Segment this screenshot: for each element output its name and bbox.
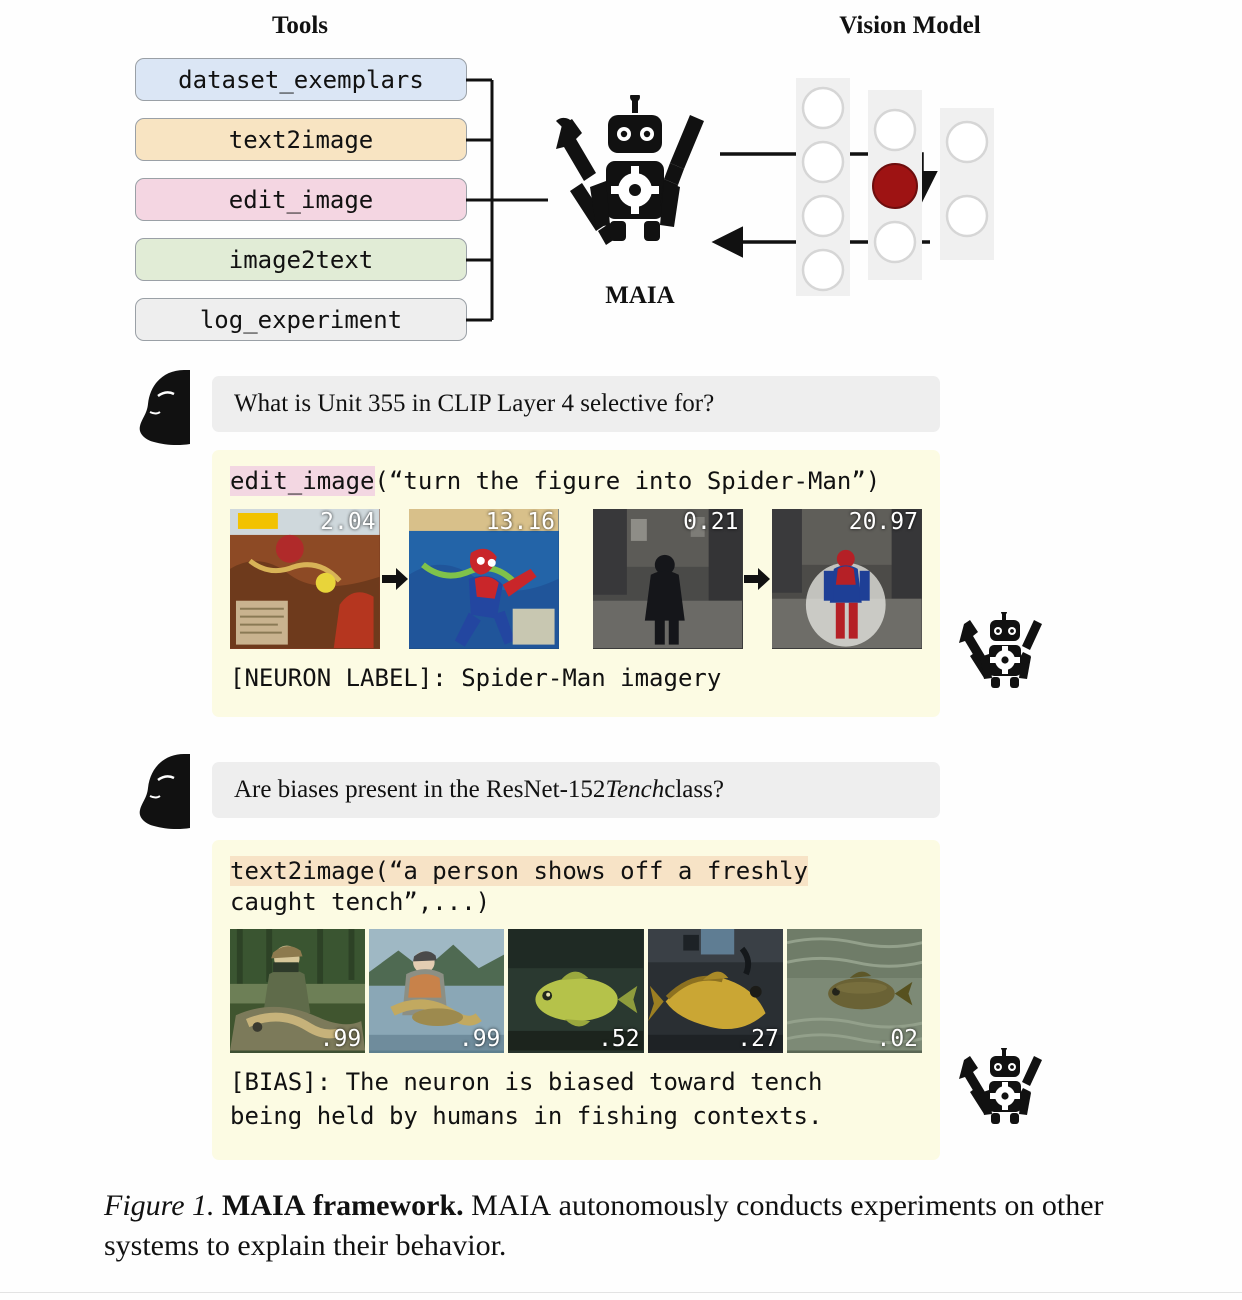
- tool-call-args-line1: (“a person shows off a freshly: [374, 857, 808, 885]
- tool-chip-image2text[interactable]: [135, 238, 467, 281]
- image-score: .02: [876, 1026, 919, 1053]
- tool-call-args: (“turn the figure into Spider-Man”): [374, 467, 881, 495]
- tool-call-name: text2image: [230, 857, 375, 885]
- arrow-right-icon: [382, 568, 408, 590]
- result-key: [NEURON LABEL]:: [230, 663, 447, 692]
- experiment-image: [369, 929, 504, 1053]
- question-text-pre: Are biases present in the ResNet-152: [234, 776, 606, 803]
- image-score: .99: [458, 1026, 501, 1053]
- tool-chip-text2image[interactable]: [135, 118, 467, 161]
- tool-call-line-2b: [230, 887, 922, 918]
- question-text-post: class?: [664, 776, 724, 803]
- caption-title-bold: framework.: [305, 1189, 464, 1222]
- transform-arrow-2: [743, 509, 773, 649]
- maia-robot-icon-small-1: [956, 612, 1052, 692]
- caption-title-smallcaps: MAIA: [222, 1189, 306, 1222]
- wrench-icon: [556, 118, 596, 181]
- experiment-image: [508, 929, 643, 1053]
- network-svg: [790, 60, 1040, 320]
- user-silhouette-svg: [134, 368, 204, 448]
- robot-svg-small: [956, 612, 1052, 692]
- answer-bubble-1: [212, 450, 940, 717]
- experiment-image: [648, 929, 783, 1053]
- selected-unit-node: [873, 164, 917, 208]
- neuron-label-result: [230, 663, 922, 694]
- experiment-image: [787, 929, 922, 1053]
- tool-label: image2text: [228, 245, 374, 274]
- vision-model-column-header: Vision Model: [839, 12, 981, 39]
- robot-svg-small: [956, 1048, 1052, 1128]
- tool-label: dataset_exemplars: [178, 65, 424, 94]
- arrow-right-icon: [744, 568, 770, 590]
- experiment-image-row-1: [230, 509, 922, 649]
- result-key: [BIAS]:: [230, 1068, 332, 1097]
- experiment-image: [230, 929, 365, 1053]
- tool-call-line-2: [230, 856, 922, 887]
- caption-body-smallcaps: MAIA: [471, 1189, 552, 1222]
- tool-label: text2image: [228, 125, 374, 154]
- tool-call-args-line2: caught tench”,...): [230, 887, 491, 916]
- experiment-image: [593, 509, 743, 649]
- tool-label: edit_image: [228, 185, 374, 214]
- figure-caption: [104, 1186, 1144, 1265]
- experiment-image: [230, 509, 380, 649]
- result-value: Spider-Man imagery: [446, 663, 722, 692]
- question-text: What is Unit 355 in CLIP Layer 4 selective for?: [234, 390, 715, 417]
- caption-figure-label: Figure 1.: [104, 1189, 215, 1222]
- result-line1: The neuron is biased toward tench: [331, 1068, 823, 1097]
- question-text-italic: Tench: [605, 776, 665, 803]
- maia-robot-icon-small-2: [956, 1048, 1052, 1128]
- tools-list: [135, 58, 467, 341]
- image-score: 0.21: [683, 508, 739, 535]
- image-score: 20.97: [848, 508, 918, 535]
- result-line2: being held by humans in fishing contexts.: [230, 1101, 823, 1130]
- question-bubble-1: [212, 376, 940, 432]
- user-silhouette-icon-2: [134, 752, 204, 832]
- tool-chip-log-experiment[interactable]: [135, 298, 467, 341]
- tool-chip-dataset-exemplars[interactable]: [135, 58, 467, 101]
- experiment-image-row-2: [230, 929, 922, 1053]
- image-score: .52: [598, 1026, 640, 1053]
- tools-column-header: Tools: [271, 12, 329, 39]
- vision-model-network: [790, 60, 1040, 320]
- image-score: .27: [737, 1026, 779, 1053]
- robot-head: [608, 95, 662, 153]
- bias-result-line2: [230, 1101, 922, 1132]
- image-score: 2.04: [320, 508, 376, 535]
- maia-label: MAIA: [605, 282, 675, 309]
- user-silhouette-svg: [134, 752, 204, 832]
- question-bubble-2: [212, 762, 940, 818]
- tool-chip-edit-image[interactable]: [135, 178, 467, 221]
- image-score: 13.16: [485, 508, 556, 535]
- tool-call-name: edit_image: [230, 467, 375, 495]
- page-bottom-divider: [0, 1292, 1242, 1293]
- tool-call-line-1: [230, 466, 922, 497]
- bias-result-line1: [230, 1067, 922, 1098]
- answer-bubble-2: [212, 840, 940, 1160]
- image-score: .99: [319, 1026, 362, 1053]
- tool-label: log_experiment: [199, 305, 403, 334]
- user-silhouette-icon-1: [134, 368, 204, 448]
- experiment-image: [772, 509, 922, 649]
- experiment-image: [409, 509, 559, 649]
- caption-body: autonomously conducts experiments on other systems to explain their behavior.: [104, 1189, 1104, 1262]
- transform-arrow-1: [380, 509, 410, 649]
